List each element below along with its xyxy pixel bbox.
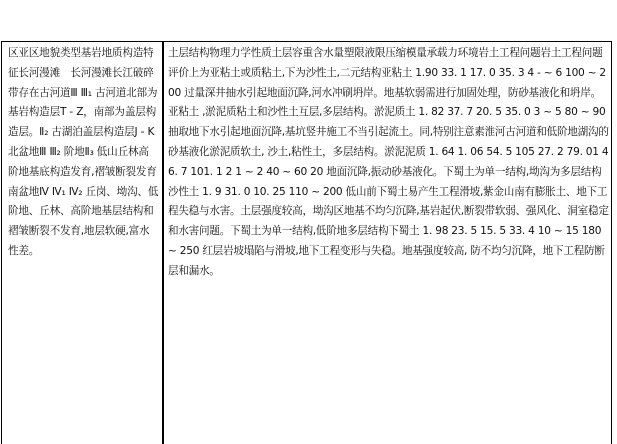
column-divider: [162, 41, 164, 444]
engineering-cell: [168, 44, 610, 282]
engineering-text: 土层结构物理力学性质土层容重含水量塑限液限压缩模量承载力环境岩土工程问题岩土工程问题评价上为亚粘土或质粘土,下为沙性土,二元结构亚粘土 1.90 33. 1 17. 0 35. 3 4 - ~ 6 100 ~ 200 过量深井抽水引起地面沉降,河水冲刷坍岸。地基软弱需进行加固处理，防砂基液化和坍岸。亚粘土 ,淤泥质粘土和沙性土互层,多层结构。淤泥质土 1. 82 37. 7 20. 5 35. 0 3 ~ 5 80 ~ 90 抽取地下水引起地面沉降,基坑竖井施工不当引起流土。同,特别注意素淮河古河道和低阶地湖沟的砂基液化淤泥质软土, 沙土,粘性土，多层结构。淤泥泥质 1. 64 1. 06 54. 5 105 27. 2 79. 01 46. 7 101. 1 2 1 ~ 2 40 ~ 60 20 地面沉降,振动砂基液化。下蜀土为单一结构,坳沟为多层结构沙性土 1. 9 31. 0 10. 25 110 ~ 200 低山前下蜀土易产生工程滑坡,紫金山南有膨胀土、地下工程失稳与水害。土层强度较高，坳沟区地基不均匀沉降,基岩起伏,断裂带软弱、强风化、洞室稳定和水害问题。下蜀土为单一结构,低阶地多层结构下蜀土 1. 98 23. 5 15. 5 33. 4 10 ~ 15 180 ~ 250 红层岩坡塌陷与滑坡,地下工程变形与失稳。地基强度较高, 防不均匀沉降，地下工程防断层和漏水。: [168, 47, 609, 277]
zone-text: 区亚区地貌类型基岩地质构造特征长河漫滩 长河漫滩长江破碎带存在古河道Ⅲ Ⅲ₁ 古河道北部为基岩构造层T - Z，南部为盖层构造层。Ⅱ₂ 古湖泊盖层构造层J - K北盆地Ⅲ Ⅲ₂ 阶地Ⅱ₃ 低山丘林高阶地基底构造发育,褶皱断裂发育南盆地Ⅳ Ⅳ₁ Ⅳ₂ 丘岗、坳沟、低阶地、丘林、高阶地基层结构和褶皱断裂不发育,地层软硬,富水性差。: [8, 47, 159, 257]
zone-cell: [8, 44, 159, 262]
